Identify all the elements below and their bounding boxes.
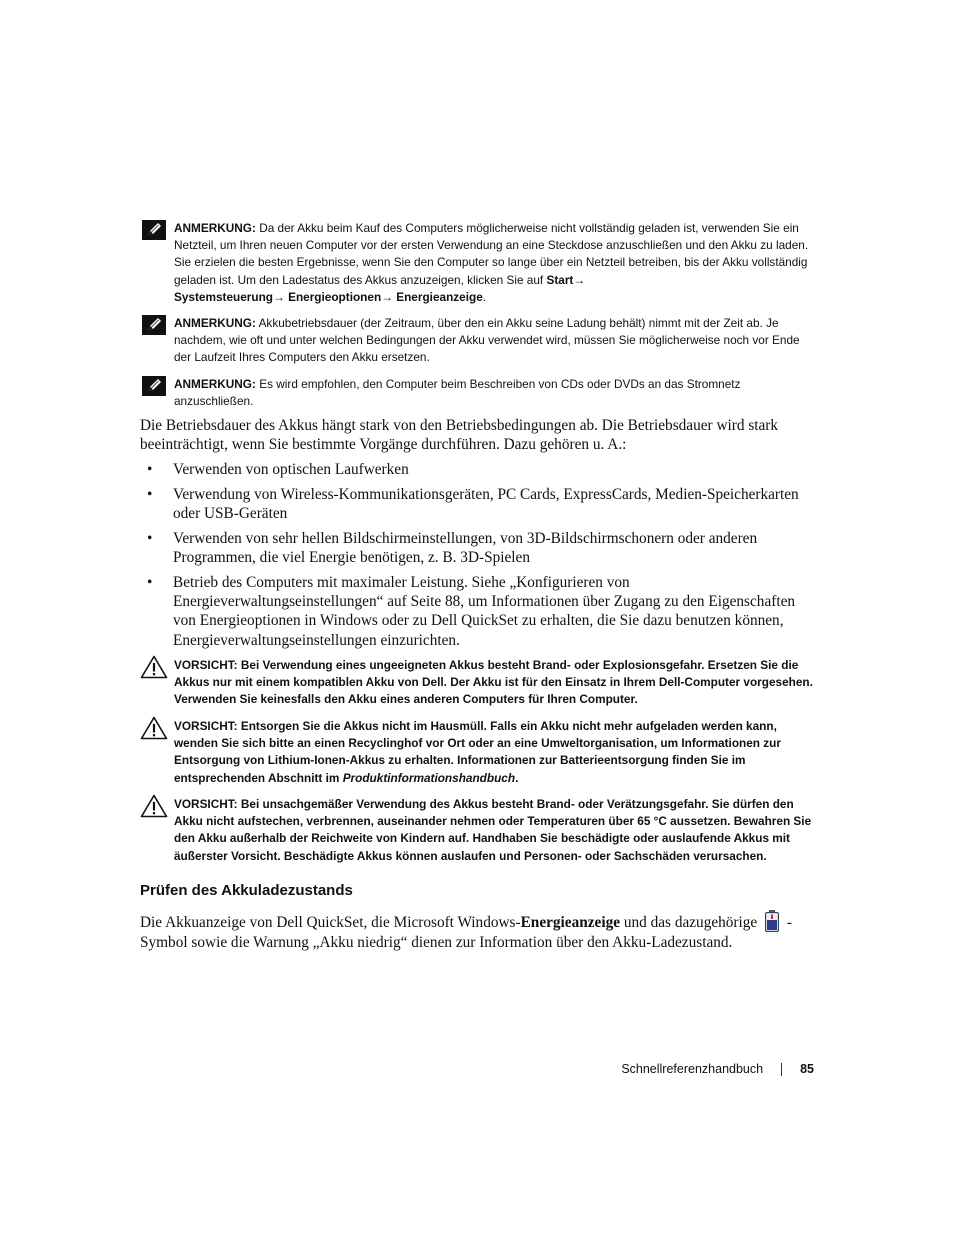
manual-title: Produktinformationshandbuch: [342, 770, 516, 785]
menu-path-display: Energieanzeige: [396, 289, 483, 304]
note-text: Akkubetriebsdauer (der Zeitraum, über den ein Akku seine Ladung behält) nimmt mit der Zeit ab. Je nachdem, wie oft und unter welchen Bedingungen der Akku verwendet wird, müssen Sie möglicherweise noch vor Ende der Laufzeit Ihres Computers den Akku ersetzen.: [174, 316, 800, 365]
note-label: ANMERKUNG:: [174, 221, 256, 235]
paragraph-text: Die Akkuanzeige von Dell QuickSet, die Microsoft Windows-: [140, 914, 521, 931]
note-pencil-icon: [142, 220, 166, 240]
arrow-icon: →: [573, 272, 586, 287]
note-cd-burning: [140, 376, 815, 410]
bullet-icon: •: [147, 486, 153, 503]
intro-paragraph: Die Betriebsdauer des Akkus hängt stark von den Betriebsbedingungen ab. Die Betriebsdauer wird stark beeinträchtigt, wenn Sie bestimmte Vorgänge durchführen. Dazu gehören u. A.:: [140, 417, 779, 454]
battery-icon: [763, 909, 781, 933]
warning-triangle-icon: [140, 655, 168, 679]
list-item-text: Verwendung von Wireless-Kommunikationsgeräten, PC Cards, ExpressCards, Medien-Speicherkarten oder USB-Geräten: [173, 486, 799, 523]
footer-title: Schnellreferenzhandbuch: [621, 1062, 764, 1076]
warning-triangle-icon: [140, 794, 168, 818]
list-item: [140, 573, 815, 650]
note-end: .: [482, 289, 487, 304]
paragraph-text: -Symbol sowie die Warnung „Akku niedrig“ dienen zur Information über den Akku-Ladezustand.: [140, 914, 792, 951]
warning-triangle-icon: [140, 716, 168, 740]
caution-handling: [140, 796, 815, 865]
list-item: [140, 460, 815, 479]
caution-label: VORSICHT:: [174, 797, 238, 811]
note-text: Da der Akku beim Kauf des Computers möglicherweise nicht vollständig geladen ist, verwenden Sie ein Netzteil, um Ihren neuen Computer vor der ersten Verwendung an eine Steckdose anzuschließen und den Akku zu laden. Sie erzielen die besten Ergebnisse, wenn Sie den Computer so lange über ein Netzteil betreiben, bis der Akku vollständig geladen ist. Um den Ladestatus des Akkus anzuzeigen, klicken Sie auf: [174, 221, 809, 287]
list-item: [140, 485, 815, 523]
list-item: [140, 529, 815, 567]
paragraph-text: und das dazugehörige: [620, 914, 762, 931]
note-lifetime: [140, 315, 815, 367]
bullet-icon: •: [147, 530, 153, 547]
caution-disposal: [140, 718, 815, 787]
list-item-text: Verwenden von sehr hellen Bildschirmeinstellungen, von 3D-Bildschirmschonern oder anderen Programmen, die viel Energie benötigen, z. B. 3D-Spielen: [173, 530, 758, 567]
page-number: 85: [800, 1062, 814, 1076]
note-charge: [140, 220, 815, 306]
list-item-text: Verwenden von optischen Laufwerken: [173, 461, 409, 478]
caution-text: Bei Verwendung eines ungeeigneten Akkus besteht Brand- oder Explosionsgefahr. Ersetzen Sie die Akkus nur mit einem kompatiblen Akku von Dell. Der Akku ist für den Einsatz in Ihrem Dell-Computer vorgesehen. Verwenden Sie keinesfalls den Akku eines anderen Computers für Ihren Computer.: [174, 658, 813, 707]
caution-explosion: [140, 657, 815, 709]
caution-label: VORSICHT:: [174, 658, 238, 672]
bullet-icon: •: [147, 574, 153, 591]
note-pencil-icon: [142, 315, 166, 335]
list-item-text: Betrieb des Computers mit maximaler Leistung. Siehe „Konfigurieren von Energieverwaltungseinstellungen“ auf Seite 88, um Informationen über Zugang zu den Eigenschaften von Energieoptionen in Windows oder zu Dell QuickSet zu erhalten, die Sie dazu benutzen können, Energieverwaltungseinstellungen einzurichten.: [173, 574, 796, 649]
section-heading: Prüfen des Akkuladezustands: [140, 882, 353, 899]
menu-path-start: Start: [546, 272, 574, 287]
note-label: ANMERKUNG:: [174, 316, 256, 330]
caution-text: Bei unsachgemäßer Verwendung des Akkus besteht Brand- oder Verätzungsgefahr. Sie dürfen den Akku nicht aufstechen, verbrennen, auseinander nehmen oder Temperaturen über 65 °C aussetzen. Bewahren Sie den Akku außerhalb der Reichweite von Kindern auf. Handhaben Sie beschädigte oder auslaufende Akkus mit äußerster Vorsicht. Beschädigte Akkus können auslaufen und Personen- oder Sachschäden verursachen.: [174, 797, 812, 863]
footer-divider: [781, 1063, 782, 1076]
arrow-icon: →: [381, 289, 393, 304]
note-text: Es wird empfohlen, den Computer beim Beschreiben von CDs oder DVDs an das Stromnetz anzuschließen.: [174, 377, 741, 409]
caution-text: Entsorgen Sie die Akkus nicht im Hausmüll. Falls ein Akku nicht mehr aufgeladen werden kann, wenden Sie sich bitte an einen Recyclinghof vor Ort oder an eine Umweltorganisation, um Informationen zur Entsorgung von Lithium-Ionen-Akkus zu erhalten. Informationen zur Batterieentsorgung finden Sie im entsprechenden Abschnitt im: [174, 719, 781, 785]
menu-path-energy: Energieoptionen: [288, 289, 382, 304]
note-label: ANMERKUNG:: [174, 377, 256, 391]
energy-meter-term: Energieanzeige: [520, 914, 621, 931]
caution-label: VORSICHT:: [174, 719, 238, 733]
menu-path-system: Systemsteuerung: [174, 289, 273, 304]
bullet-icon: •: [147, 461, 153, 478]
section-paragraph: [140, 909, 815, 952]
page-footer: [621, 1062, 814, 1076]
note-pencil-icon: [142, 376, 166, 396]
arrow-icon: →: [273, 289, 285, 304]
caution-end: .: [515, 770, 519, 785]
